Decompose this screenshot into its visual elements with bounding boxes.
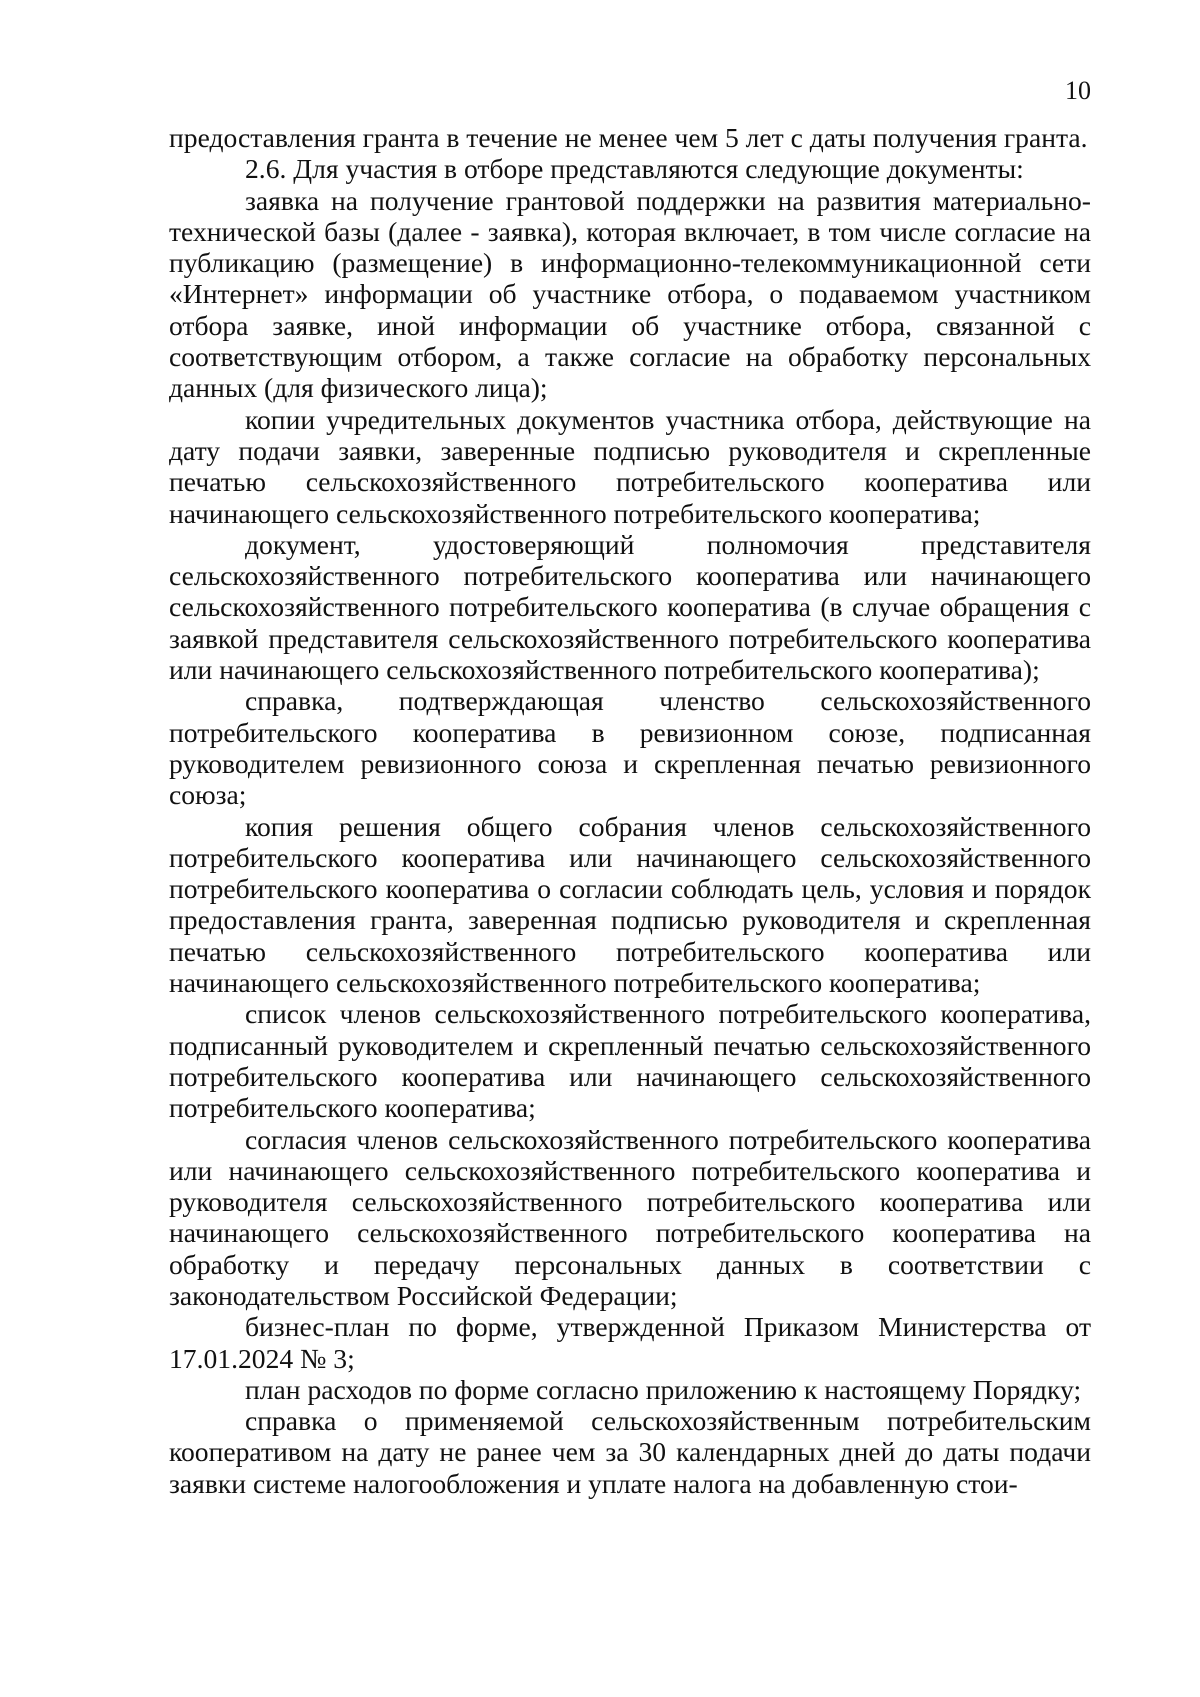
paragraph-meeting-decision: копия решения общего собрания членов сельскохозяйственного потребительского кооператива или начинающего сельскохозяйственного потребительского кооператива о согласии соблюдать цель, условия и порядок предоставления гранта, заверенная подписью руководителя и скрепленная печатью сельскохозяйственного потребительского кооператива или начинающего сельскохозяйственного потребительского кооператива; xyxy=(169,810,1091,999)
paragraph-expense-plan: план расходов по форме согласно приложению к настоящему Порядку; xyxy=(245,1373,1082,1405)
paragraph-consents: согласия членов сельскохозяйственного потребительского кооператива или начинающего сельскохозяйственного потребительского кооператива и руководителя сельскохозяйственного потребительского кооператива или начинающего сельскохозяйственного потребительского кооператива на обработку и передачу персональных данных в соответствии с законодательством Российской Федерации; xyxy=(169,1123,1091,1311)
body-text xyxy=(169,122,1091,1499)
paragraph-continuation: предоставления гранта в течение не менее чем 5 лет с даты получения гранта. xyxy=(169,122,1088,153)
paragraph-business-plan: бизнес-план по форме, утвержденной Приказом Министерства от 17.01.2024 № 3; xyxy=(169,1311,1091,1374)
paragraph-authority-document: документ, удостоверяющий полномочия представителя сельскохозяйственного потребительского кооператива или начинающего сельскохозяйственного потребительского кооператива (в случае обращения с заявкой представителя сельскохозяйственного потребительского кооператива или начинающего сельскохозяйственного потребительского кооператива); xyxy=(169,528,1091,686)
page-number: 10 xyxy=(1065,76,1091,105)
paragraph-member-list: список членов сельскохозяйственного потребительского кооператива, подписанный руководителем и скрепленный печатью сельскохозяйственного потребительского кооператива или начинающего сельскохозяйственного потребительского кооператива; xyxy=(169,998,1091,1124)
paragraph-tax-certificate: справка о применяемой сельскохозяйственным потребительским кооперативом на дату не ранее чем за 30 календарных дней до даты подачи заявки системе налогообложения и уплате налога на добавленную стои- xyxy=(169,1405,1091,1499)
paragraph-section-2-6: 2.6. Для участия в отборе представляются следующие документы: xyxy=(245,153,1024,185)
paragraph-membership-certificate: справка, подтверждающая членство сельскохозяйственного потребительского кооператива в ревизионном союзе, подписанная руководителем ревизионного союза и скрепленная печатью ревизионного союза; xyxy=(169,685,1091,811)
paragraph-application: заявка на получение грантовой поддержки на развития материально-технической базы (далее - заявка), которая включает, в том числе согласие на публикацию (размещение) в информационно-телекоммуникационной сети «Интернет» информации об участнике отбора, о подаваемом участником отбора заявке, иной информации об участнике отбора, связанной с соответствующим отбором, а также согласие на обработку персональных данных (для физического лица); xyxy=(169,184,1091,404)
paragraph-founding-documents: копии учредительных документов участника отбора, действующие на дату подачи заявки, заверенные подписью руководителя и скрепленные печатью сельскохозяйственного потребительского кооператива или начинающего сельскохозяйственного потребительского кооператива; xyxy=(169,403,1091,529)
